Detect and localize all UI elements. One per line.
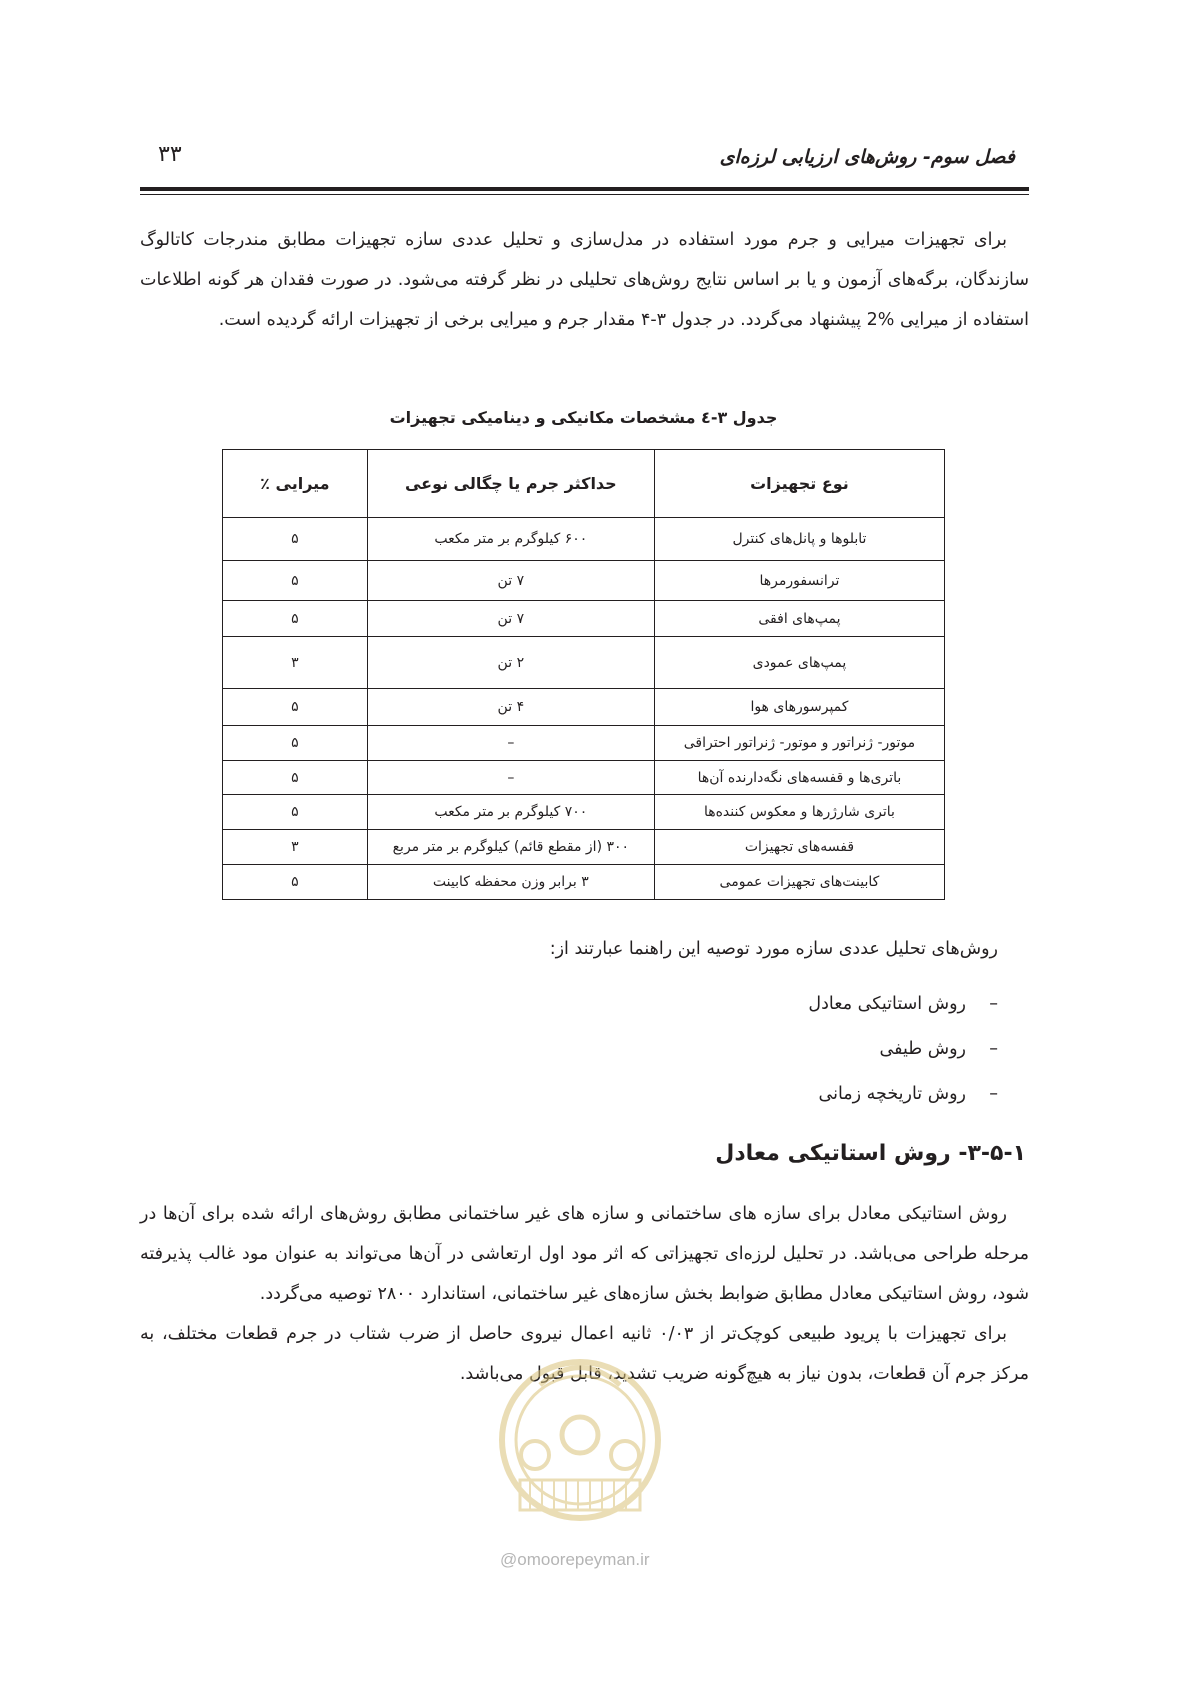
cell-damping: ۵ <box>223 601 368 637</box>
cell-max-mass: ۶۰۰ کیلوگرم بر متر مکعب <box>367 518 654 561</box>
cell-equipment-type: قفسه‌های تجهیزات <box>654 830 944 865</box>
watermark-url: @omoorepeyman.ir <box>500 1550 650 1569</box>
header-rule-thin <box>140 194 1029 195</box>
section-paragraph-1 <box>140 1194 1029 1314</box>
method-label: روش استاتیکی معادل <box>808 994 966 1014</box>
dash-bullet: – <box>989 1039 998 1059</box>
paragraph-line: مرحله طراحی می‌باشد. در تحلیل لرزه‌ای تجهیزاتی که اثر مود اول ارتعاشی در آن‌ها می‌تواند به عنوان مود غالب پذیرفته <box>140 1244 1029 1264</box>
watermark-seal <box>490 1330 670 1540</box>
intro-line: سازندگان، برگه‌های آزمون و یا بر اساس نتایج روش‌های تحلیلی در نظر گرفته می‌شود. در صورت فقدان هر گونه اطلاعات <box>140 270 1029 290</box>
cell-equipment-type: موتور- ژنراتور و موتور- ژنراتور احتراقی <box>654 726 944 761</box>
list-item <box>808 1072 998 1117</box>
cell-max-mass: ۳ برابر وزن محفظه کابینت <box>367 865 654 900</box>
cell-equipment-type: ترانسفورمرها <box>654 561 944 601</box>
paragraph-line: مرکز جرم آن قطعات، بدون نیاز به هیچ‌گونه ضریب تشدید، قابل قبول می‌باشد. <box>459 1364 1029 1384</box>
cell-damping: ۵ <box>223 795 368 830</box>
methods-intro: روش‌های تحلیل عددی سازه مورد توصیه این راهنما عبارتند از: <box>549 939 998 959</box>
intro-line: استفاده از میرایی %2 پیشنهاد می‌گردد. در جدول ۳-۴ مقدار جرم و میرایی برخی از تجهیزات ارائه گردیده است. <box>218 310 1029 330</box>
dash-bullet: – <box>989 994 998 1014</box>
paragraph-line: روش استاتیکی معادل برای سازه های ساختمانی و سازه های غیر ساختمانی مطابق روش‌های ارائه شده برای آن‌ها در <box>140 1204 1007 1224</box>
intro-line: برای تجهیزات میرایی و جرم مورد استفاده در مدل‌سازی و تحلیل عددی سازه تجهیزات مطابق مندرجات کاتالوگ <box>140 230 1007 250</box>
header-equipment-type: نوع تجهیزات <box>654 450 944 518</box>
intro-paragraph <box>140 220 1029 340</box>
cell-damping: ۳ <box>223 830 368 865</box>
cell-damping: ۵ <box>223 561 368 601</box>
cell-equipment-type: کمپرسورهای هوا <box>654 689 944 726</box>
method-label: روش تاریخچه زمانی <box>818 1084 966 1104</box>
cell-equipment-type: پمپ‌های افقی <box>654 601 944 637</box>
cell-max-mass: ۳۰۰ (از مقطع قائم) کیلوگرم بر متر مربع <box>367 830 654 865</box>
cell-damping: ۵ <box>223 518 368 561</box>
table-row <box>223 561 945 601</box>
cell-damping: ۵ <box>223 865 368 900</box>
section-heading: ۳-۵-۱- روش استاتیکی معادل <box>715 1141 1026 1166</box>
cell-max-mass: – <box>367 761 654 795</box>
cell-equipment-type: باتری شارژرها و معکوس کننده‌ها <box>654 795 944 830</box>
cell-equipment-type: پمپ‌های عمودی <box>654 637 944 689</box>
running-title: فصل سوم- روش‌های ارزیابی لرزه‌ای <box>719 146 1015 168</box>
dash-bullet: – <box>989 1084 998 1104</box>
page-number: ۳۳ <box>158 142 182 167</box>
methods-list <box>808 982 998 1117</box>
table-row <box>223 601 945 637</box>
table-row <box>223 761 945 795</box>
cell-max-mass: ۲ تن <box>367 637 654 689</box>
list-item <box>808 1027 998 1072</box>
header-rule-thick <box>140 187 1029 191</box>
paragraph-line: شود، روش استاتیکی معادل مطابق ضوابط بخش سازه‌های غیر ساختمانی، استاندارد ۲۸۰۰ توصیه می‌گردد. <box>259 1284 1029 1304</box>
header-max-mass: حداکثر جرم یا چگالی نوعی <box>367 450 654 518</box>
table-caption: جدول ۳-٤ مشخصات مکانیکی و دینامیکی تجهیزات <box>389 408 778 427</box>
cell-max-mass: ۷۰۰ کیلوگرم بر متر مکعب <box>367 795 654 830</box>
table-row <box>223 518 945 561</box>
table-header-row <box>223 450 945 518</box>
table-row <box>223 726 945 761</box>
cell-equipment-type: کابینت‌های تجهیزات عمومی <box>654 865 944 900</box>
cell-damping: ۵ <box>223 761 368 795</box>
header-damping: میرایی ٪ <box>223 450 368 518</box>
cell-max-mass: ۴ تن <box>367 689 654 726</box>
cell-damping: ۳ <box>223 637 368 689</box>
table-row <box>223 795 945 830</box>
table-row <box>223 865 945 900</box>
paragraph-line: برای تجهیزات با پریود طبیعی کوچک‌تر از ۰/۰۳ ثانیه اعمال نیروی حاصل از ضرب شتاب در جرم قطعات مختلف، به <box>140 1324 1007 1344</box>
table-row <box>223 830 945 865</box>
method-label: روش طیفی <box>879 1039 966 1059</box>
equipment-table <box>222 449 945 900</box>
cell-damping: ۵ <box>223 689 368 726</box>
cell-damping: ۵ <box>223 726 368 761</box>
table-row <box>223 689 945 726</box>
cell-equipment-type: تابلوها و پانل‌های کنترل <box>654 518 944 561</box>
cell-max-mass: ۷ تن <box>367 601 654 637</box>
list-item <box>808 982 998 1027</box>
cell-max-mass: ۷ تن <box>367 561 654 601</box>
table-row <box>223 637 945 689</box>
cell-equipment-type: باتری‌ها و قفسه‌های نگه‌دارنده آن‌ها <box>654 761 944 795</box>
cell-max-mass: – <box>367 726 654 761</box>
